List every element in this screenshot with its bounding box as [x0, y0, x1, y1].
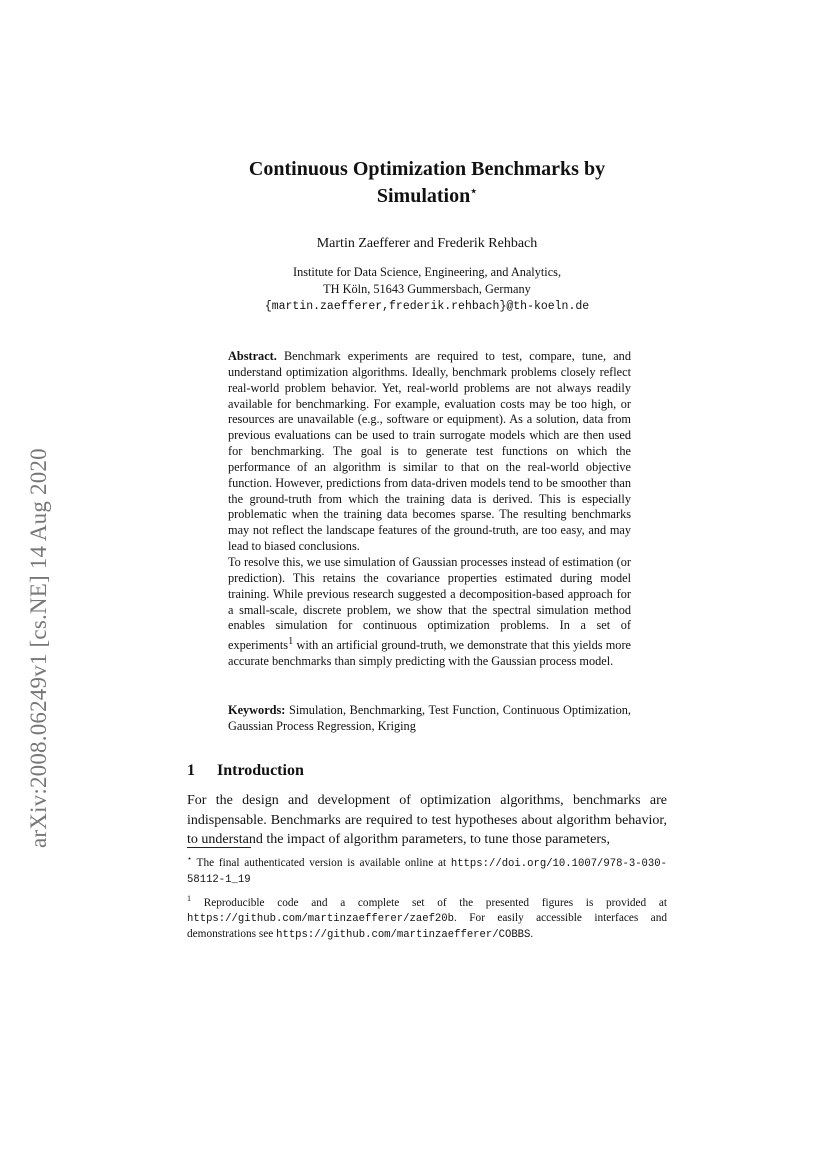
abstract-paragraph-1 [228, 349, 631, 555]
footnote-1-mark: ⋆ [187, 854, 193, 863]
title-line-2: Simulation [376, 185, 471, 207]
footnote-2 [187, 891, 667, 944]
keywords-text: Simulation, Benchmarking, Test Function, Continuous Optimization, Gaussian Process Regression, Kriging [228, 703, 631, 733]
cobbs-repo-link[interactable]: https://github.com/martinzaefferer/COBBS [276, 929, 531, 942]
arxiv-identifier: arXiv:2008.06249v1 [cs.NE] 14 Aug 2020 [26, 448, 51, 848]
title-line-1: Continuous Optimization Benchmarks by [248, 158, 606, 180]
paper-title [187, 156, 667, 210]
affiliation [187, 264, 667, 315]
title-footnote-mark: ⋆ [470, 185, 478, 198]
abstract-text-2b: with an artificial ground-truth, we demonstrate that this yields more accurate benchmarks than simply predicting with the Gaussian process model. [228, 638, 631, 669]
abstract [228, 349, 631, 670]
footnote-1 [187, 851, 667, 889]
footnote-ref-1: 1 [288, 636, 294, 648]
footnote-2-text-b: . For easily accessible interfaces and demonstrations see [187, 911, 667, 941]
footnote-1-text: The final authenticated version is available online at [196, 856, 447, 869]
code-repo-link[interactable]: https://github.com/martinzaefferer/zaef20b [187, 912, 455, 925]
section-title: Introduction [217, 762, 304, 779]
keywords [228, 703, 631, 735]
doi-link[interactable]: https://doi.org/10.1007/978-3-030-58112-1_19 [187, 857, 667, 887]
keywords-label: Keywords: [228, 703, 286, 717]
authors: Martin Zaefferer and Frederik Rehbach [316, 236, 538, 251]
introduction-text: For the design and development of optimization algorithms, benchmarks are indispensable. Benchmarks are required to test hypotheses about algorithm behavior, to understand the impact of algorithm parameters, to tune those parameters, [187, 793, 667, 847]
affiliation-line-2: TH Köln, 51643 Gummersbach, Germany [323, 282, 531, 296]
footnote-2-text-a: Reproducible code and a complete set of the presented figures is provided at [203, 896, 668, 909]
section-heading [187, 762, 667, 780]
author-emails: {martin.zaefferer,frederik.rehbach}@th-koeln.de [264, 300, 590, 313]
abstract-label: Abstract. [228, 349, 277, 363]
abstract-paragraph-2 [228, 555, 631, 670]
footnote-divider [187, 847, 251, 848]
footnote-2-mark: 1 [187, 893, 191, 903]
abstract-text-2a: To resolve this, we use simulation of Gaussian processes instead of estimation (or prediction). This retains the covariance properties estimated during model training. While previous research suggested a decomposition-based approach for a small-scale, discrete problem, we show that the spectral simulation method enables simulation for continuous optimization problems. In a set of experiments [228, 554, 631, 653]
footnote-2-end: . [530, 928, 534, 941]
footnotes [187, 851, 667, 946]
abstract-text-1: Benchmark experiments are required to test, compare, tune, and understand optimization algorithms. Ideally, benchmark problems closely reflect real-world problem behavior. Yet, real-world problems are not always readily available for benchmarking. For example, evaluation costs may be too high, or resources are unavailable (e.g., software or equipment). As a solution, data from previous evaluations can be used to train surrogate models which are then used for benchmarking. The goal is to generate test functions on which the performance of an algorithm is similar to that on the real-world objective function. However, predictions from data-driven models tend to be smoother than the ground-truth from which the training data is derived. This is especially problematic when the training data becomes sparse. The resulting benchmarks may not reflect the landscape features of the ground-truth, are too easy, and may lead to biased conclusions. [228, 349, 631, 554]
affiliation-line-1: Institute for Data Science, Engineering, and Analytics, [292, 265, 562, 279]
section-number: 1 [187, 762, 195, 779]
